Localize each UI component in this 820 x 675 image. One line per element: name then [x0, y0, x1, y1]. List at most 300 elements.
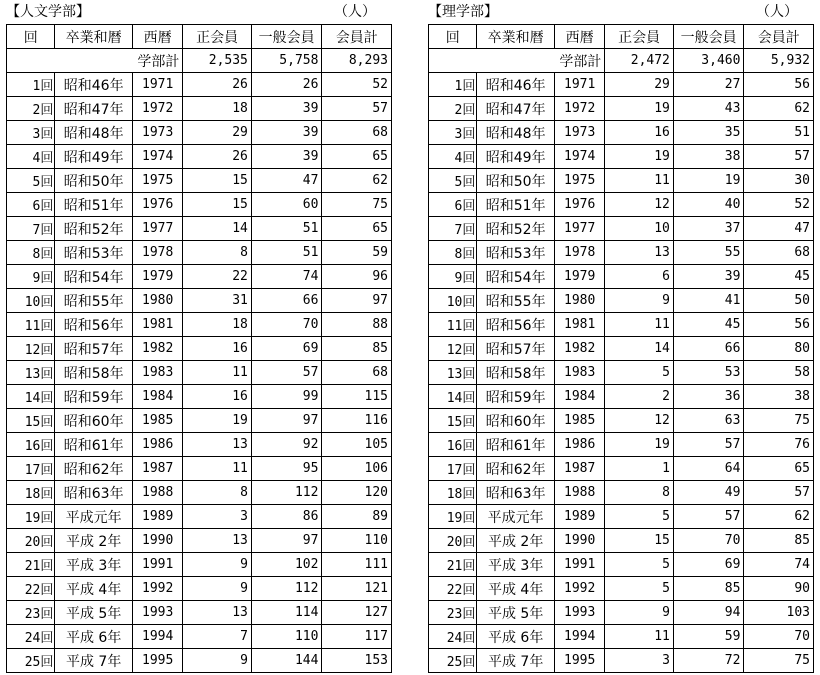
cell-member-total: 51: [744, 121, 814, 145]
cell-member-total: 111: [322, 553, 392, 577]
cell-seireki: 1978: [132, 241, 182, 265]
cell-wareki: 昭和54年: [55, 265, 133, 289]
table-row: [429, 577, 814, 601]
cell-regular-members: 16: [183, 385, 252, 409]
cell-general-members: 40: [673, 193, 744, 217]
table-row: [7, 649, 392, 673]
cell-wareki: 平成 5年: [55, 601, 133, 625]
cell-kai: 13回: [7, 361, 55, 385]
cell-member-total: 62: [744, 97, 814, 121]
table-header: [7, 25, 392, 49]
header-seireki: 西暦: [554, 25, 604, 49]
cell-member-total: 85: [744, 529, 814, 553]
cell-regular-members: 13: [183, 601, 252, 625]
cell-kai: 22回: [429, 577, 477, 601]
cell-kai: 7回: [7, 217, 55, 241]
cell-member-total: 106: [322, 457, 392, 481]
cell-wareki: 昭和48年: [55, 121, 133, 145]
cell-member-total: 75: [744, 409, 814, 433]
subtotal-value: 2,472: [605, 49, 674, 73]
science-section: [428, 0, 818, 673]
cell-member-total: 75: [322, 193, 392, 217]
cell-wareki: 昭和52年: [477, 217, 555, 241]
cell-seireki: 1972: [132, 97, 182, 121]
cell-regular-members: 5: [605, 361, 674, 385]
table-row: [429, 265, 814, 289]
cell-seireki: 1984: [554, 385, 604, 409]
cell-kai: 11回: [429, 313, 477, 337]
cell-seireki: 1995: [554, 649, 604, 673]
cell-regular-members: 15: [605, 529, 674, 553]
cell-seireki: 1971: [132, 73, 182, 97]
cell-regular-members: 2: [605, 385, 674, 409]
cell-wareki: 昭和51年: [55, 193, 133, 217]
header-row: [429, 25, 814, 49]
cell-regular-members: 9: [605, 601, 674, 625]
cell-regular-members: 11: [605, 625, 674, 649]
cell-general-members: 57: [673, 433, 744, 457]
cell-member-total: 105: [322, 433, 392, 457]
table-row: [7, 529, 392, 553]
cell-kai: 8回: [429, 241, 477, 265]
cell-seireki: 1983: [554, 361, 604, 385]
cell-regular-members: 26: [183, 145, 252, 169]
cell-regular-members: 16: [605, 121, 674, 145]
cell-general-members: 57: [251, 361, 322, 385]
cell-member-total: 62: [744, 505, 814, 529]
table-row: [7, 241, 392, 265]
cell-regular-members: 8: [183, 481, 252, 505]
cell-general-members: 36: [673, 385, 744, 409]
cell-general-members: 74: [251, 265, 322, 289]
cell-seireki: 1985: [132, 409, 182, 433]
cell-general-members: 39: [251, 97, 322, 121]
cell-kai: 25回: [429, 649, 477, 673]
cell-general-members: 144: [251, 649, 322, 673]
cell-kai: 5回: [7, 169, 55, 193]
table-row: [7, 73, 392, 97]
table-body: [7, 49, 392, 673]
cell-member-total: 65: [322, 217, 392, 241]
cell-member-total: 116: [322, 409, 392, 433]
cell-regular-members: 5: [605, 553, 674, 577]
cell-regular-members: 31: [183, 289, 252, 313]
cell-wareki: 平成 7年: [55, 649, 133, 673]
cell-kai: 21回: [7, 553, 55, 577]
table-row: [7, 121, 392, 145]
cell-kai: 24回: [429, 625, 477, 649]
cell-wareki: 昭和53年: [477, 241, 555, 265]
cell-regular-members: 9: [605, 289, 674, 313]
cell-kai: 15回: [7, 409, 55, 433]
cell-member-total: 68: [322, 361, 392, 385]
cell-member-total: 127: [322, 601, 392, 625]
cell-member-total: 120: [322, 481, 392, 505]
cell-regular-members: 19: [605, 97, 674, 121]
cell-wareki: 平成 7年: [477, 649, 555, 673]
table-row: [7, 169, 392, 193]
cell-wareki: 昭和46年: [477, 73, 555, 97]
cell-wareki: 昭和55年: [477, 289, 555, 313]
cell-member-total: 57: [322, 97, 392, 121]
cell-member-total: 30: [744, 169, 814, 193]
cell-wareki: 昭和51年: [477, 193, 555, 217]
table-row: [7, 457, 392, 481]
table-row: [429, 409, 814, 433]
cell-regular-members: 29: [605, 73, 674, 97]
subtotal-label: 学部計: [7, 49, 183, 73]
cell-wareki: 平成 6年: [55, 625, 133, 649]
cell-seireki: 1975: [554, 169, 604, 193]
header-regular-members: 正会員: [183, 25, 252, 49]
cell-general-members: 97: [251, 409, 322, 433]
cell-wareki: 昭和56年: [477, 313, 555, 337]
cell-wareki: 昭和56年: [55, 313, 133, 337]
table-row: [7, 433, 392, 457]
cell-general-members: 72: [673, 649, 744, 673]
cell-seireki: 1982: [132, 337, 182, 361]
cell-kai: 6回: [429, 193, 477, 217]
cell-seireki: 1993: [132, 601, 182, 625]
cell-regular-members: 15: [183, 169, 252, 193]
header-wareki: 卒業和暦: [477, 25, 555, 49]
table-row: [429, 97, 814, 121]
table-row: [429, 625, 814, 649]
cell-regular-members: 9: [183, 649, 252, 673]
cell-regular-members: 19: [605, 145, 674, 169]
cell-wareki: 平成元年: [477, 505, 555, 529]
table-row: [429, 145, 814, 169]
table-row: [7, 577, 392, 601]
table-row: [7, 289, 392, 313]
cell-member-total: 65: [322, 145, 392, 169]
table-row: [429, 217, 814, 241]
cell-kai: 19回: [7, 505, 55, 529]
cell-kai: 6回: [7, 193, 55, 217]
cell-general-members: 26: [251, 73, 322, 97]
cell-general-members: 51: [251, 217, 322, 241]
cell-wareki: 昭和49年: [55, 145, 133, 169]
table-row: [7, 505, 392, 529]
cell-member-total: 62: [322, 169, 392, 193]
cell-seireki: 1974: [554, 145, 604, 169]
cell-kai: 20回: [7, 529, 55, 553]
header-regular-members: 正会員: [605, 25, 674, 49]
cell-regular-members: 8: [183, 241, 252, 265]
cell-member-total: 45: [744, 265, 814, 289]
cell-wareki: 昭和55年: [55, 289, 133, 313]
header-seireki: 西暦: [132, 25, 182, 49]
cell-regular-members: 22: [183, 265, 252, 289]
cell-seireki: 1992: [554, 577, 604, 601]
cell-kai: 18回: [429, 481, 477, 505]
cell-kai: 2回: [429, 97, 477, 121]
cell-seireki: 1985: [554, 409, 604, 433]
cell-general-members: 59: [673, 625, 744, 649]
cell-kai: 20回: [429, 529, 477, 553]
cell-member-total: 68: [744, 241, 814, 265]
cell-seireki: 1989: [132, 505, 182, 529]
table-row: [429, 433, 814, 457]
subtotal-value: 8,293: [322, 49, 392, 73]
cell-general-members: 97: [251, 529, 322, 553]
cell-seireki: 1995: [132, 649, 182, 673]
cell-general-members: 114: [251, 601, 322, 625]
cell-kai: 24回: [7, 625, 55, 649]
subtotal-label: 学部計: [429, 49, 605, 73]
cell-kai: 17回: [429, 457, 477, 481]
cell-wareki: 平成 2年: [55, 529, 133, 553]
cell-regular-members: 19: [605, 433, 674, 457]
cell-general-members: 70: [251, 313, 322, 337]
cell-wareki: 昭和47年: [55, 97, 133, 121]
cell-general-members: 66: [673, 337, 744, 361]
table-row: [7, 361, 392, 385]
table-header: [429, 25, 814, 49]
table-body: [429, 49, 814, 673]
cell-regular-members: 19: [183, 409, 252, 433]
cell-member-total: 57: [744, 145, 814, 169]
cell-seireki: 1978: [554, 241, 604, 265]
cell-general-members: 27: [673, 73, 744, 97]
cell-wareki: 昭和63年: [477, 481, 555, 505]
table-row: [7, 625, 392, 649]
cell-kai: 18回: [7, 481, 55, 505]
cell-seireki: 1972: [554, 97, 604, 121]
cell-seireki: 1992: [132, 577, 182, 601]
cell-general-members: 53: [673, 361, 744, 385]
cell-regular-members: 10: [605, 217, 674, 241]
table-row: [429, 481, 814, 505]
cell-kai: 12回: [429, 337, 477, 361]
cell-member-total: 74: [744, 553, 814, 577]
cell-kai: 3回: [7, 121, 55, 145]
table-row: [429, 73, 814, 97]
cell-regular-members: 14: [183, 217, 252, 241]
cell-member-total: 115: [322, 385, 392, 409]
cell-general-members: 38: [673, 145, 744, 169]
humanities-table: [6, 24, 392, 673]
table-row: [429, 601, 814, 625]
section-title: 【理学部】: [428, 4, 498, 20]
cell-regular-members: 29: [183, 121, 252, 145]
cell-regular-members: 26: [183, 73, 252, 97]
cell-wareki: 昭和50年: [477, 169, 555, 193]
subtotal-row: [429, 49, 814, 73]
cell-member-total: 80: [744, 337, 814, 361]
cell-seireki: 1987: [554, 457, 604, 481]
cell-general-members: 45: [673, 313, 744, 337]
subtotal-value: 3,460: [673, 49, 744, 73]
cell-member-total: 110: [322, 529, 392, 553]
cell-general-members: 95: [251, 457, 322, 481]
cell-general-members: 57: [673, 505, 744, 529]
cell-wareki: 昭和57年: [55, 337, 133, 361]
cell-regular-members: 9: [183, 577, 252, 601]
cell-wareki: 昭和59年: [477, 385, 555, 409]
humanities-section: [6, 0, 396, 673]
subtotal-row: [7, 49, 392, 73]
cell-general-members: 70: [673, 529, 744, 553]
cell-wareki: 昭和60年: [55, 409, 133, 433]
cell-kai: 22回: [7, 577, 55, 601]
cell-seireki: 1991: [554, 553, 604, 577]
cell-wareki: 昭和50年: [55, 169, 133, 193]
cell-kai: 21回: [429, 553, 477, 577]
cell-regular-members: 5: [605, 577, 674, 601]
cell-seireki: 1981: [132, 313, 182, 337]
cell-member-total: 76: [744, 433, 814, 457]
cell-wareki: 昭和62年: [55, 457, 133, 481]
cell-general-members: 112: [251, 577, 322, 601]
cell-general-members: 43: [673, 97, 744, 121]
cell-regular-members: 6: [605, 265, 674, 289]
cell-general-members: 39: [251, 121, 322, 145]
cell-regular-members: 11: [183, 457, 252, 481]
table-row: [7, 265, 392, 289]
table-row: [7, 145, 392, 169]
cell-kai: 16回: [7, 433, 55, 457]
cell-general-members: 39: [673, 265, 744, 289]
cell-seireki: 1987: [132, 457, 182, 481]
table-row: [7, 385, 392, 409]
cell-seireki: 1986: [554, 433, 604, 457]
cell-member-total: 88: [322, 313, 392, 337]
cell-general-members: 69: [251, 337, 322, 361]
cell-regular-members: 3: [605, 649, 674, 673]
cell-kai: 5回: [429, 169, 477, 193]
cell-general-members: 19: [673, 169, 744, 193]
cell-regular-members: 8: [605, 481, 674, 505]
cell-kai: 25回: [7, 649, 55, 673]
cell-wareki: 昭和62年: [477, 457, 555, 481]
cell-kai: 13回: [429, 361, 477, 385]
cell-wareki: 昭和49年: [477, 145, 555, 169]
cell-wareki: 平成 4年: [477, 577, 555, 601]
cell-regular-members: 13: [605, 241, 674, 265]
cell-member-total: 56: [744, 73, 814, 97]
cell-kai: 19回: [429, 505, 477, 529]
cell-wareki: 昭和59年: [55, 385, 133, 409]
cell-kai: 16回: [429, 433, 477, 457]
cell-seireki: 1991: [132, 553, 182, 577]
table-row: [429, 337, 814, 361]
cell-seireki: 1993: [554, 601, 604, 625]
table-row: [7, 337, 392, 361]
cell-seireki: 1989: [554, 505, 604, 529]
header-member-total: 会員計: [744, 25, 814, 49]
cell-member-total: 52: [744, 193, 814, 217]
cell-member-total: 90: [744, 577, 814, 601]
header-general-members: 一般会員: [673, 25, 744, 49]
cell-wareki: 昭和52年: [55, 217, 133, 241]
cell-regular-members: 13: [183, 529, 252, 553]
cell-general-members: 64: [673, 457, 744, 481]
cell-kai: 11回: [7, 313, 55, 337]
cell-kai: 1回: [429, 73, 477, 97]
cell-general-members: 86: [251, 505, 322, 529]
cell-seireki: 1976: [554, 193, 604, 217]
cell-general-members: 49: [673, 481, 744, 505]
cell-wareki: 平成 2年: [477, 529, 555, 553]
cell-wareki: 昭和63年: [55, 481, 133, 505]
cell-member-total: 70: [744, 625, 814, 649]
cell-wareki: 昭和47年: [477, 97, 555, 121]
cell-seireki: 1980: [554, 289, 604, 313]
cell-kai: 9回: [429, 265, 477, 289]
cell-member-total: 85: [322, 337, 392, 361]
subtotal-value: 5,758: [251, 49, 322, 73]
cell-member-total: 117: [322, 625, 392, 649]
cell-seireki: 1977: [132, 217, 182, 241]
cell-regular-members: 9: [183, 553, 252, 577]
cell-seireki: 1984: [132, 385, 182, 409]
cell-kai: 17回: [7, 457, 55, 481]
cell-member-total: 50: [744, 289, 814, 313]
cell-wareki: 昭和46年: [55, 73, 133, 97]
cell-regular-members: 18: [183, 313, 252, 337]
cell-wareki: 平成 5年: [477, 601, 555, 625]
header-kai: 回: [7, 25, 55, 49]
cell-member-total: 38: [744, 385, 814, 409]
table-row: [429, 385, 814, 409]
cell-general-members: 35: [673, 121, 744, 145]
table-row: [429, 241, 814, 265]
cell-member-total: 96: [322, 265, 392, 289]
cell-member-total: 52: [322, 73, 392, 97]
cell-seireki: 1979: [554, 265, 604, 289]
cell-member-total: 89: [322, 505, 392, 529]
cell-seireki: 1983: [132, 361, 182, 385]
table-row: [429, 649, 814, 673]
cell-regular-members: 12: [605, 193, 674, 217]
cell-regular-members: 7: [183, 625, 252, 649]
cell-regular-members: 1: [605, 457, 674, 481]
cell-general-members: 85: [673, 577, 744, 601]
cell-general-members: 39: [251, 145, 322, 169]
table-row: [7, 481, 392, 505]
cell-kai: 7回: [429, 217, 477, 241]
table-row: [429, 289, 814, 313]
section-caption: [6, 0, 396, 24]
cell-wareki: 昭和58年: [55, 361, 133, 385]
cell-kai: 2回: [7, 97, 55, 121]
cell-member-total: 75: [744, 649, 814, 673]
table-row: [429, 169, 814, 193]
cell-wareki: 平成 3年: [477, 553, 555, 577]
cell-seireki: 1973: [132, 121, 182, 145]
cell-kai: 23回: [429, 601, 477, 625]
cell-member-total: 153: [322, 649, 392, 673]
cell-wareki: 昭和61年: [477, 433, 555, 457]
header-wareki: 卒業和暦: [55, 25, 133, 49]
cell-wareki: 昭和54年: [477, 265, 555, 289]
cell-regular-members: 11: [183, 361, 252, 385]
cell-regular-members: 11: [605, 169, 674, 193]
cell-general-members: 99: [251, 385, 322, 409]
cell-kai: 8回: [7, 241, 55, 265]
cell-kai: 9回: [7, 265, 55, 289]
cell-wareki: 昭和60年: [477, 409, 555, 433]
cell-regular-members: 12: [605, 409, 674, 433]
cell-general-members: 63: [673, 409, 744, 433]
cell-seireki: 1986: [132, 433, 182, 457]
cell-regular-members: 13: [183, 433, 252, 457]
table-row: [7, 193, 392, 217]
cell-member-total: 68: [322, 121, 392, 145]
header-row: [7, 25, 392, 49]
subtotal-value: 2,535: [183, 49, 252, 73]
